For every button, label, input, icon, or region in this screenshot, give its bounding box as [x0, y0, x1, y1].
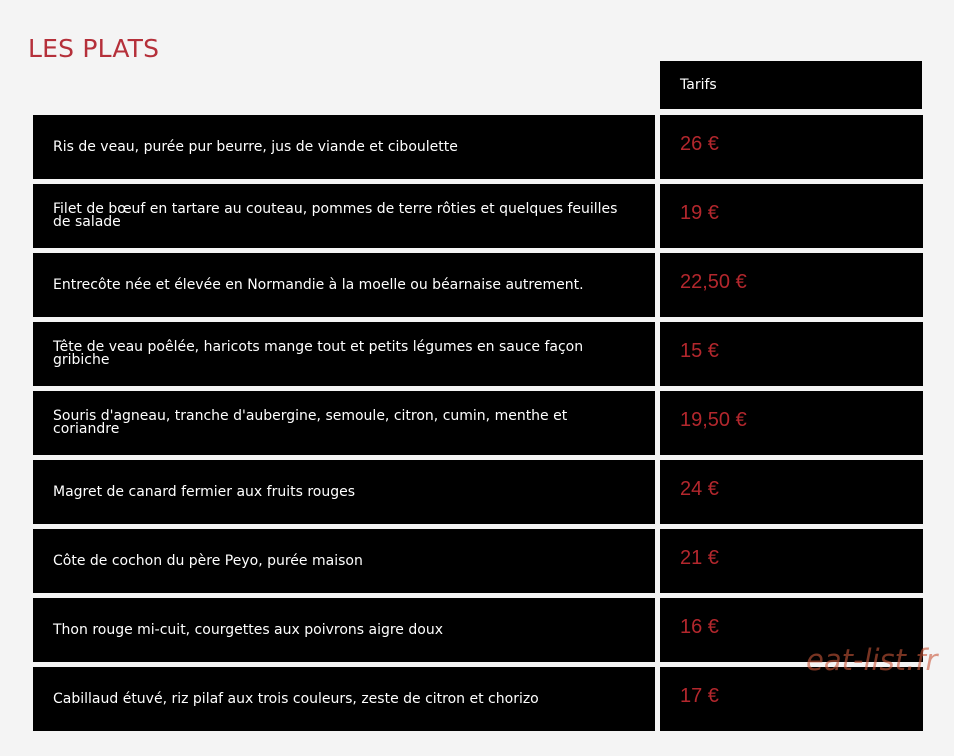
dish-name: Ris de veau, purée pur beurre, jus de viande et ciboulette	[33, 115, 655, 179]
dish-price: 16 €	[660, 598, 923, 662]
table-row	[33, 460, 923, 524]
table-row	[33, 391, 923, 455]
dish-name: Souris d'agneau, tranche d'aubergine, semoule, citron, cumin, menthe et coriandre	[33, 391, 655, 455]
dish-name: Thon rouge mi-cuit, courgettes aux poivrons aigre doux	[33, 598, 655, 662]
dish-name: Magret de canard fermier aux fruits rouges	[33, 460, 655, 524]
table-row	[33, 253, 923, 317]
dish-name: Côte de cochon du père Peyo, purée maison	[33, 529, 655, 593]
dish-name: Tête de veau poêlée, haricots mange tout et petits légumes en sauce façon gribiche	[33, 322, 655, 386]
dish-price: 15 €	[660, 322, 923, 386]
dish-price: 19 €	[660, 184, 923, 248]
table-row	[33, 667, 923, 731]
dish-price: 17 €	[660, 667, 923, 731]
watermark: eat-list.fr	[806, 643, 938, 677]
dish-price: 24 €	[660, 460, 923, 524]
dish-price: 21 €	[660, 529, 923, 593]
price-column-header: Tarifs	[660, 61, 922, 109]
dish-name: Filet de bœuf en tartare au couteau, pommes de terre rôties et quelques feuilles de salade	[33, 184, 655, 248]
page-title: LES PLATS	[28, 33, 160, 63]
table-row	[33, 529, 923, 593]
dish-price: 19,50 €	[660, 391, 923, 455]
dish-price: 26 €	[660, 115, 923, 179]
dish-price: 22,50 €	[660, 253, 923, 317]
table-row	[33, 598, 923, 662]
table-row	[33, 322, 923, 386]
menu-table	[33, 115, 923, 736]
table-row	[33, 115, 923, 179]
table-row	[33, 184, 923, 248]
dish-name: Cabillaud étuvé, riz pilaf aux trois couleurs, zeste de citron et chorizo	[33, 667, 655, 731]
dish-name: Entrecôte née et élevée en Normandie à la moelle ou béarnaise autrement.	[33, 253, 655, 317]
